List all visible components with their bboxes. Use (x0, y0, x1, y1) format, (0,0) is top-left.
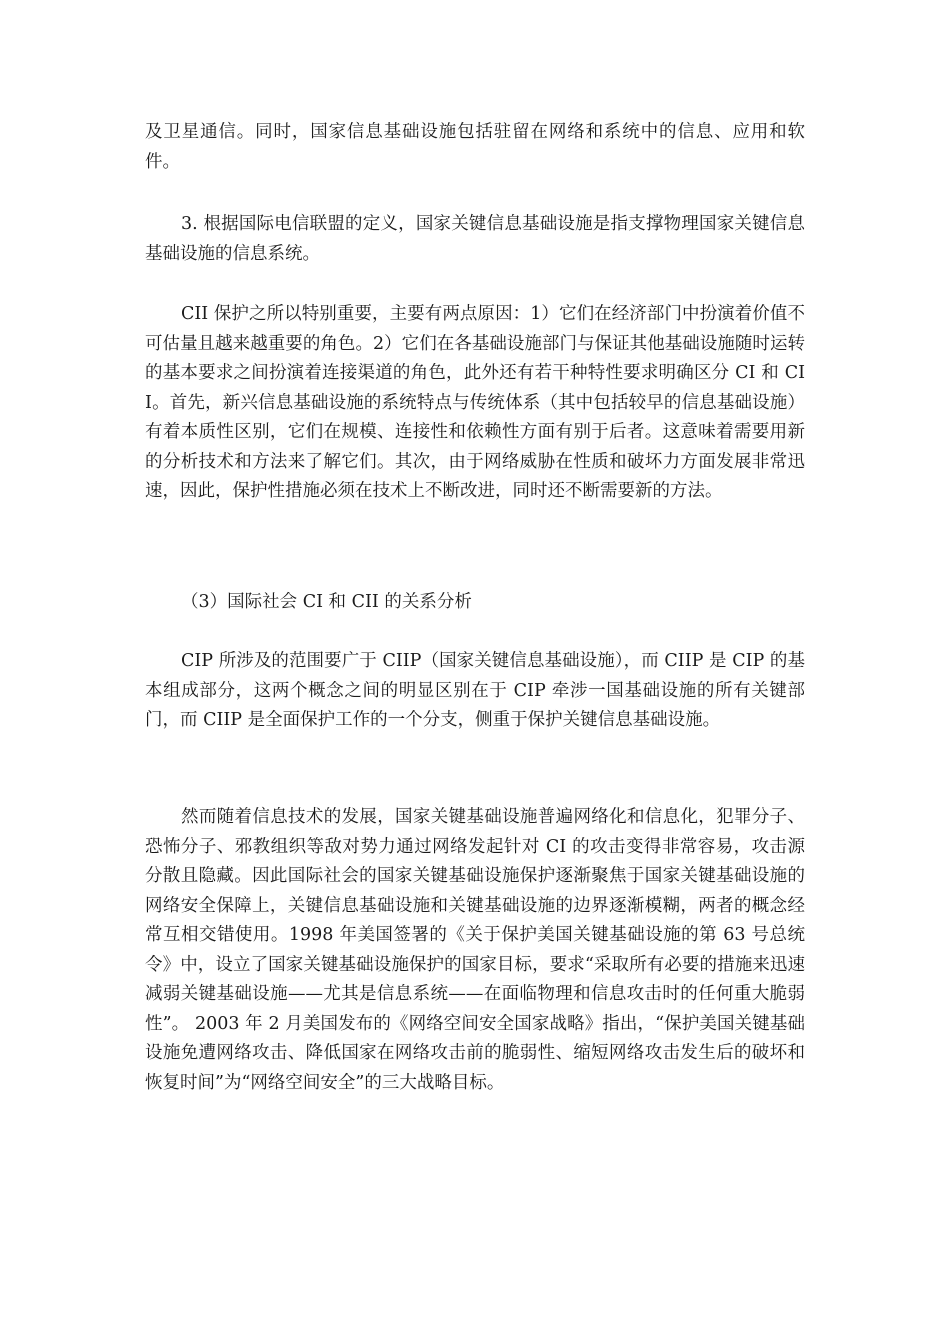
paragraph-cii-importance: CII 保护之所以特别重要，主要有两点原因：1）它们在经济部门中扮演着价值不可估量且越来越重要的角色。2）它们在各基础设施部门与保证其他基础设施随时运转的基本要求之间扮演着连接渠道的角色，此外还有若干种特性要求明确区分 CI 和 CII。首先，新兴信息基础设施的系统特点与传统体系（其中包括较早的信息基础设施）有着本质性区别，它们在规模、连接性和依赖性方面有别于后者。这意味着需要用新的分析技术和方法来了解它们。其次，由于网络威胁在性质和破坏力方面发展非常迅速，因此，保护性措施必须在技术上不断改进，同时还不断需要新的方法。 (145, 304, 805, 501)
paragraph-network-security: 然而随着信息技术的发展，国家关键基础设施普遍网络化和信息化，犯罪分子、恐怖分子、邪教组织等敌对势力通过网络发起针对 CI 的攻击变得非常容易，攻击源分散且隐藏。因此国际社会的国家关键基础设施保护逐渐聚焦于国家关键基础设施的网络安全保障上，关键信息基础设施和关键基础设施的边界逐渐模糊，两者的概念经常互相交错使用。1998 年美国签署的《关于保护美国关键基础设施的第 63 号总统令》中，设立了国家关键基础设施保护的国家目标，要求“采取所有必要的措施来迅速减弱关键基础设施——尤其是信息系统——在面临物理和信息攻击时的任何重大脆弱性”。 2003 年 2 月美国发布的《网络空间安全国家战略》指出，“保护美国关键基础设施免遭网络攻击、降低国家在网络攻击前的脆弱性、缩短网络攻击发生后的破坏和恢复时间”为“网络空间安全”的三大战略目标。 (145, 807, 805, 1093)
paragraph-cip-ciip: CIP 所涉及的范围要广于 CIIP（国家关键信息基础设施），而 CIIP 是 CIP 的基本组成部分，这两个概念之间的明显区别在于 CIP 牵涉一国基础设施的所有关键部门，而 CIIP 是全面保护工作的一个分支，侧重于保护关键信息基础设施。 (145, 651, 805, 730)
paragraph-itu-definition: 3. 根据国际电信联盟的定义，国家关键信息基础设施是指支撑物理国家关键信息基础设施的信息系统。 (145, 214, 805, 264)
section-heading: （3）国际社会 CI 和 CII 的关系分析 (181, 592, 472, 612)
paragraph-continuation: 及卫星通信。同时，国家信息基础设施包括驻留在网络和系统中的信息、应用和软件。 (145, 122, 805, 172)
